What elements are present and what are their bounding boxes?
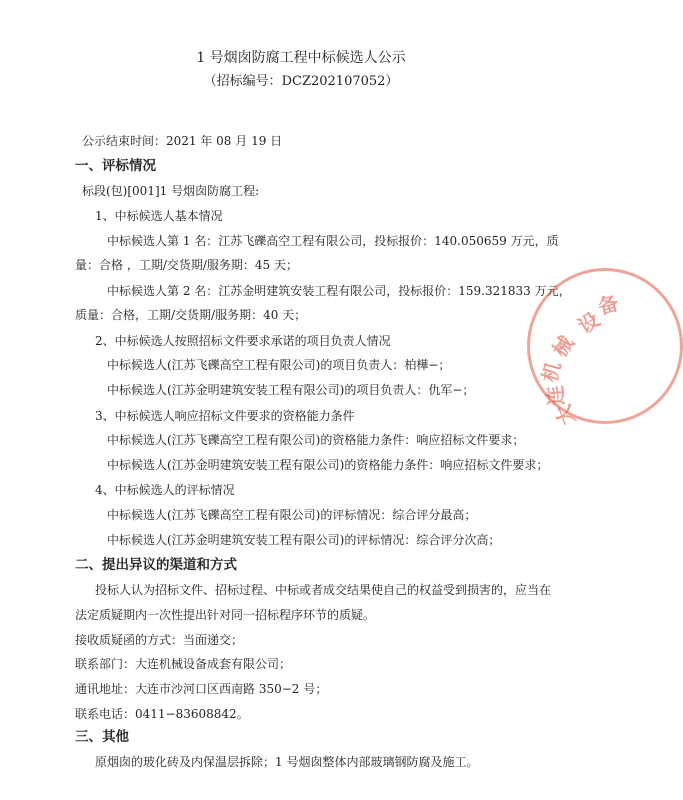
evaluation-1: 中标候选人(江苏飞礫高空工程有限公司)的评标情况：综合评分最高； [107, 508, 477, 522]
qualification-2: 中标候选人(江苏金明建筑安装工程有限公司)的资格能力条件：响应招标文件要求； [107, 458, 549, 472]
section-1-heading: 一、评标情况 [75, 158, 156, 174]
qualification-1: 中标候选人(江苏飞礫高空工程有限公司)的资格能力条件：响应招标文件要求； [107, 433, 525, 447]
item-1-heading: 1、中标候选人基本情况 [95, 209, 223, 223]
candidate-2-line-a: 中标候选人第 2 名：江苏金明建筑安装工程有限公司，投标报价：159.321833 万元， [107, 284, 571, 298]
contact-dept: 联系部门：大连机械设备成套有限公司； [75, 657, 292, 671]
bid-number: （招标编号：DCZ202107052） [203, 74, 399, 89]
item-3-heading: 3、中标候选人响应招标文件要求的资格能力条件 [95, 409, 355, 423]
doc-title: 1 号烟囱防腐工程中标候选人公示 [196, 50, 406, 66]
section-2-heading: 二、提出异议的渠道和方式 [75, 557, 237, 573]
evaluation-2: 中标候选人(江苏金明建筑安装工程有限公司)的评标情况：综合评分次高； [107, 533, 501, 547]
candidate-2-line-b: 质量：合格，工期/交货期/服务期：40 天； [75, 308, 307, 322]
section-3-heading: 三、其他 [75, 729, 129, 745]
manager-1: 中标候选人(江苏飞礫高空工程有限公司)的项目负责人：柏樺−； [107, 358, 451, 372]
contact-address: 通讯地址：大连市沙河口区西南路 350−2 号； [75, 682, 328, 696]
item-4-heading: 4、中标候选人的评标情况 [95, 483, 235, 497]
candidate-1-line-b: 量：合格 ，工期/交货期/服务期：45 天； [75, 258, 298, 272]
candidate-1-line-a: 中标候选人第 1 名：江苏飞礫高空工程有限公司，投标报价：140.050659 万元，质 [107, 234, 559, 248]
company-seal: 设 备 械 机 连 大 [527, 268, 683, 424]
end-time: 公示结束时间：2021 年 08 月 19 日 [82, 134, 283, 148]
other-para: 原烟囱的玻化砖及内保温层拆除；1 号烟囱整体内部玻璃钢防腐及施工。 [95, 755, 479, 769]
lot-line: 标段(包)[001]1 号烟囱防腐工程: [82, 184, 260, 198]
manager-2: 中标候选人(江苏金明建筑安装工程有限公司)的项目负责人：仇军−； [107, 383, 475, 397]
item-2-heading: 2、中标候选人按照招标文件要求承诺的项目负责人情况 [95, 334, 391, 348]
objection-para-b: 法定质疑期内一次性提出针对同一招标程序环节的质疑。 [75, 608, 376, 622]
receive-method: 接收质疑函的方式：当面递交； [75, 633, 244, 647]
contact-phone: 联系电话：0411−83608842。 [75, 707, 249, 721]
objection-para-a: 投标人认为招标文件、招标过程、中标或者成交结果使自己的权益受到损害的，应当在 [95, 583, 552, 597]
